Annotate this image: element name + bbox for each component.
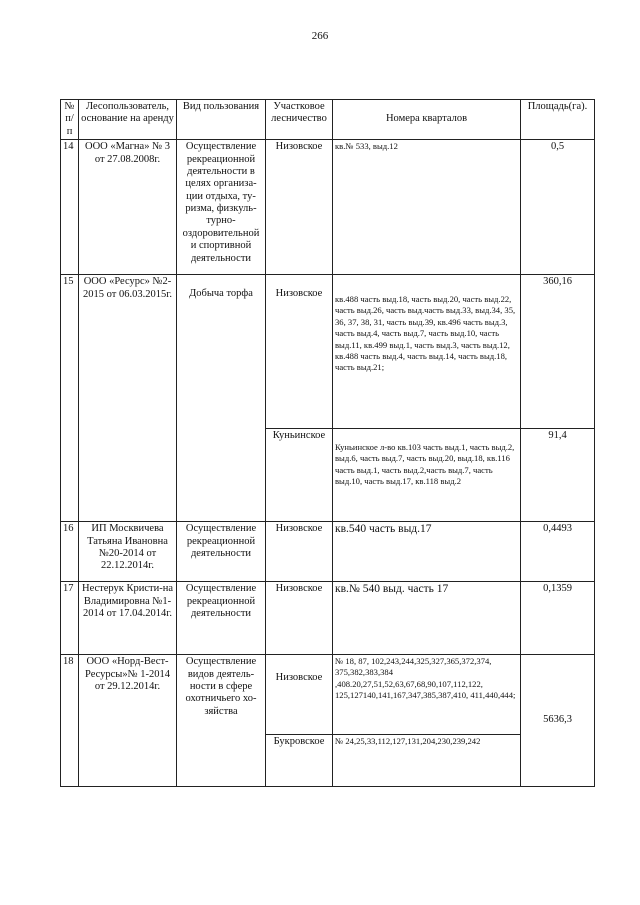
cell-kind: Осуществление рекреационной деятельности в целях организа-ции отдыха, ту-ризма, физкуль-турно-оздоровительной и спортивной деятельности xyxy=(177,140,266,275)
table-row-14 xyxy=(61,140,595,275)
cell-area: 0,5 xyxy=(521,140,595,275)
cell-quarters xyxy=(333,429,521,522)
header-kind: Вид пользования xyxy=(177,100,266,140)
cell-district: Низовское xyxy=(266,582,333,655)
table-row-17 xyxy=(61,582,595,655)
header-area: Площадь(га). xyxy=(521,100,595,140)
header-quarters: Номера кварталов xyxy=(333,100,521,140)
header-user: Лесопользователь, основание на аренду xyxy=(79,100,177,140)
cell-area: 0,1359 xyxy=(521,582,595,655)
cell-quarters: № 24,25,33,112,127,131,204,230,239,242 xyxy=(333,735,521,787)
table-row-15 xyxy=(61,275,595,429)
page-number: 266 xyxy=(311,30,329,42)
cell-district: Низовское xyxy=(266,522,333,582)
cell-user: ООО «Ресурс» №2-2015 от 06.03.2015г. xyxy=(79,275,177,522)
cell-quarters: кв.№ 533, выд.12 xyxy=(333,140,521,275)
cell-district-text: Низовское xyxy=(275,672,323,684)
header-district: Участковое лесничество xyxy=(266,100,333,140)
table-row-18 xyxy=(61,655,595,735)
cell-user: Нестерук Кристи-на Владимировна №1-2014 от 17.04.2014г. xyxy=(79,582,177,655)
cell-num: 16 xyxy=(61,522,79,582)
cell-num: 15 xyxy=(61,275,79,522)
cell-quarters-text: Куньинское л-во кв.103 часть выд.1, часть выд.2, выд.6, часть выд.7, часть выд.20, выд.18, кв.116 часть выд.1, часть выд.2,часть выд.7, часть выд.10, часть выд.17, кв.118 выд.2 xyxy=(335,442,515,487)
cell-kind: Осуществление рекреационной деятельности xyxy=(177,522,266,582)
cell-kind: Осуществление рекреационной деятельности xyxy=(177,582,266,655)
cell-num: 18 xyxy=(61,655,79,787)
cell-user: ООО «Магна» № 3 от 27.08.2008г. xyxy=(79,140,177,275)
cell-quarters: кв.№ 540 выд. часть 17 xyxy=(333,582,521,655)
cell-num: 14 xyxy=(61,140,79,275)
cell-quarters: кв.540 часть выд.17 xyxy=(333,522,521,582)
cell-quarters: № 18, 87, 102,243,244,325,327,365,372,374, 375,382,383,384 ,408.20,27,51,52,63,67,68,90,107,112,122, 125,127140,141,167,347,385,387,410, 411,440,444; xyxy=(333,655,521,735)
cell-kind-text: Добыча торфа xyxy=(189,288,253,300)
lease-table xyxy=(60,99,595,787)
cell-kind: Осуществление видов деятель-ности в сфере охотничьего хо-зяйства xyxy=(177,655,266,787)
cell-user: ООО «Норд-Вест-Ресурсы»№ 1-2014 от 29.12.2014г. xyxy=(79,655,177,787)
cell-district: Низовское xyxy=(266,140,333,275)
cell-district: Букровское xyxy=(266,735,333,787)
cell-quarters xyxy=(333,275,521,429)
cell-district xyxy=(266,275,333,429)
cell-kind xyxy=(177,275,266,522)
table-row-16 xyxy=(61,522,595,582)
cell-district xyxy=(266,655,333,735)
cell-num: 17 xyxy=(61,582,79,655)
cell-area: 5636,3 xyxy=(521,655,595,787)
cell-user: ИП Москвичева Татьяна Ивановна №20-2014 от 22.12.2014г. xyxy=(79,522,177,582)
cell-area: 0,4493 xyxy=(521,522,595,582)
header-num: № п/п xyxy=(61,100,79,140)
header-row xyxy=(61,100,595,140)
cell-area: 91,4 xyxy=(521,429,595,522)
cell-quarters-text: кв.488 часть выд.18, часть выд.20, часть выд.22, часть выд.26, часть выд.часть выд.33, выд.34, 35, 36, 37, 38, 31, часть выд.39, кв.496 часть выд.3, часть выд.4, часть выд.7, часть выд.10, часть выд.11, кв.499 выд.1, часть выд.3, часть выд.12, кв.488 часть выд.4, часть выд.14, часть выд.18, часть выд.21; xyxy=(335,294,516,373)
cell-area: 360,16 xyxy=(521,275,595,429)
cell-district-text: Низовское xyxy=(275,288,323,300)
cell-district: Куньинское xyxy=(266,429,333,522)
